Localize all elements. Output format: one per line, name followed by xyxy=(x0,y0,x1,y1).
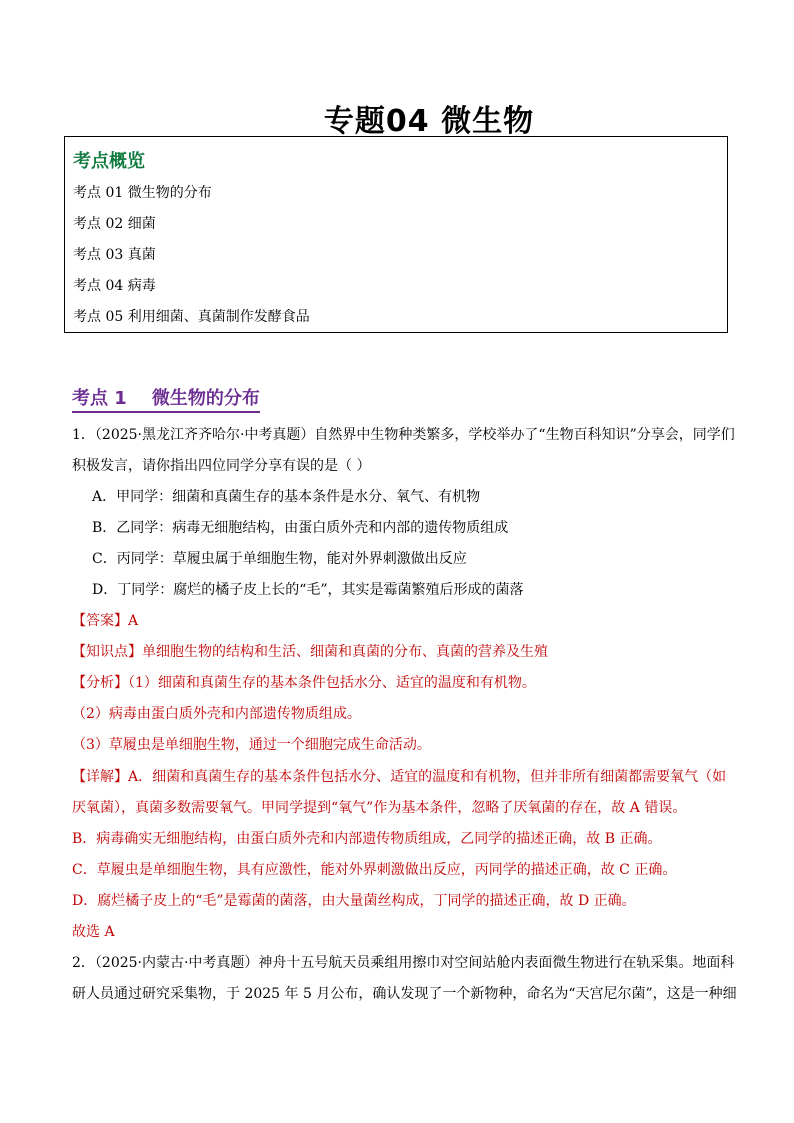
overview-box xyxy=(64,136,728,333)
knowledge-text: 单细胞生物的结构和生活、细菌和真菌的分布、真菌的营养及生殖 xyxy=(142,644,548,660)
answer-line xyxy=(72,611,138,631)
section-heading: 考点 1 微生物的分布 xyxy=(72,384,260,413)
question-stem: 1．（2025·黑龙江齐齐哈尔·中考真题）自然界中生物种类繁多，学校举办了“生物百科知识”分享会，同学们 xyxy=(72,427,735,443)
knowledge-line xyxy=(72,642,548,662)
analysis-tag: 【分析】 xyxy=(72,675,128,691)
analysis-text: （3）草履虫是单细胞生物，通过一个细胞完成生命活动。 xyxy=(72,737,431,753)
answer-tag: 【答案】 xyxy=(72,613,128,629)
overview-item: 考点 02 细菌 xyxy=(73,216,156,232)
detail-line xyxy=(72,767,726,787)
question-stem: 研人员通过研究采集物，于 2025 年 5 月公布，确认发现了一个新物种，命名为“天宫尼尔菌”，这是一种细 xyxy=(72,986,737,1002)
detail-tag: 【详解】 xyxy=(72,769,128,785)
question-stem: 2．（2025·内蒙古·中考真题）神舟十五号航天员乘组用擦巾对空间站舱内表面微生物进行在轨采集。地面科 xyxy=(72,955,735,971)
detail-text: C．草履虫是单细胞生物，具有应激性，能对外界刺激做出反应，丙同学的描述正确，故 C 正确。 xyxy=(72,862,677,878)
option-a: A．甲同学：细菌和真菌生存的基本条件是水分、氧气、有机物 xyxy=(92,489,481,505)
conclusion-text: 故选 A xyxy=(72,924,115,940)
overview-item: 考点 04 病毒 xyxy=(73,278,156,294)
question-stem: 积极发言，请你指出四位同学分享有误的是（ ） xyxy=(72,458,371,474)
analysis-line xyxy=(72,673,536,693)
option-c: C．丙同学：草履虫属于单细胞生物，能对外界刺激做出反应 xyxy=(92,551,467,567)
overview-item: 考点 05 利用细菌、真菌制作发酵食品 xyxy=(73,309,310,325)
detail-text: A．细菌和真菌生存的基本条件包括水分、适宜的温度和有机物，但并非所有细菌都需要氧气（如 xyxy=(128,769,727,785)
option-d: D．丁同学：腐烂的橘子皮上长的“毛”，其实是霉菌繁殖后形成的菌落 xyxy=(92,582,524,598)
answer-value: A xyxy=(128,613,139,629)
overview-heading: 考点概览 xyxy=(73,151,145,172)
knowledge-tag: 【知识点】 xyxy=(72,644,142,660)
analysis-text: （1）细菌和真菌生存的基本条件包括水分、适宜的温度和有机物。 xyxy=(128,675,536,691)
page-title: 专题04 微生物 xyxy=(323,104,535,139)
overview-item: 考点 03 真菌 xyxy=(73,247,156,263)
detail-text: B．病毒确实无细胞结构，由蛋白质外壳和内部遗传物质组成，乙同学的描述正确，故 B 正确。 xyxy=(72,831,662,847)
overview-list xyxy=(73,183,310,338)
option-b: B．乙同学：病毒无细胞结构，由蛋白质外壳和内部的遗传物质组成 xyxy=(92,520,509,536)
analysis-text: （2）病毒由蛋白质外壳和内部遗传物质组成。 xyxy=(72,706,361,722)
detail-text: 厌氧菌），真菌多数需要氧气。甲同学提到“氧气”作为基本条件，忽略了厌氧菌的存在，故 A 错误。 xyxy=(72,800,687,816)
overview-item: 考点 01 微生物的分布 xyxy=(73,185,212,201)
detail-text: D．腐烂橘子皮上的“毛”是霉菌的菌落，由大量菌丝构成，丁同学的描述正确，故 D 正确。 xyxy=(72,893,636,909)
